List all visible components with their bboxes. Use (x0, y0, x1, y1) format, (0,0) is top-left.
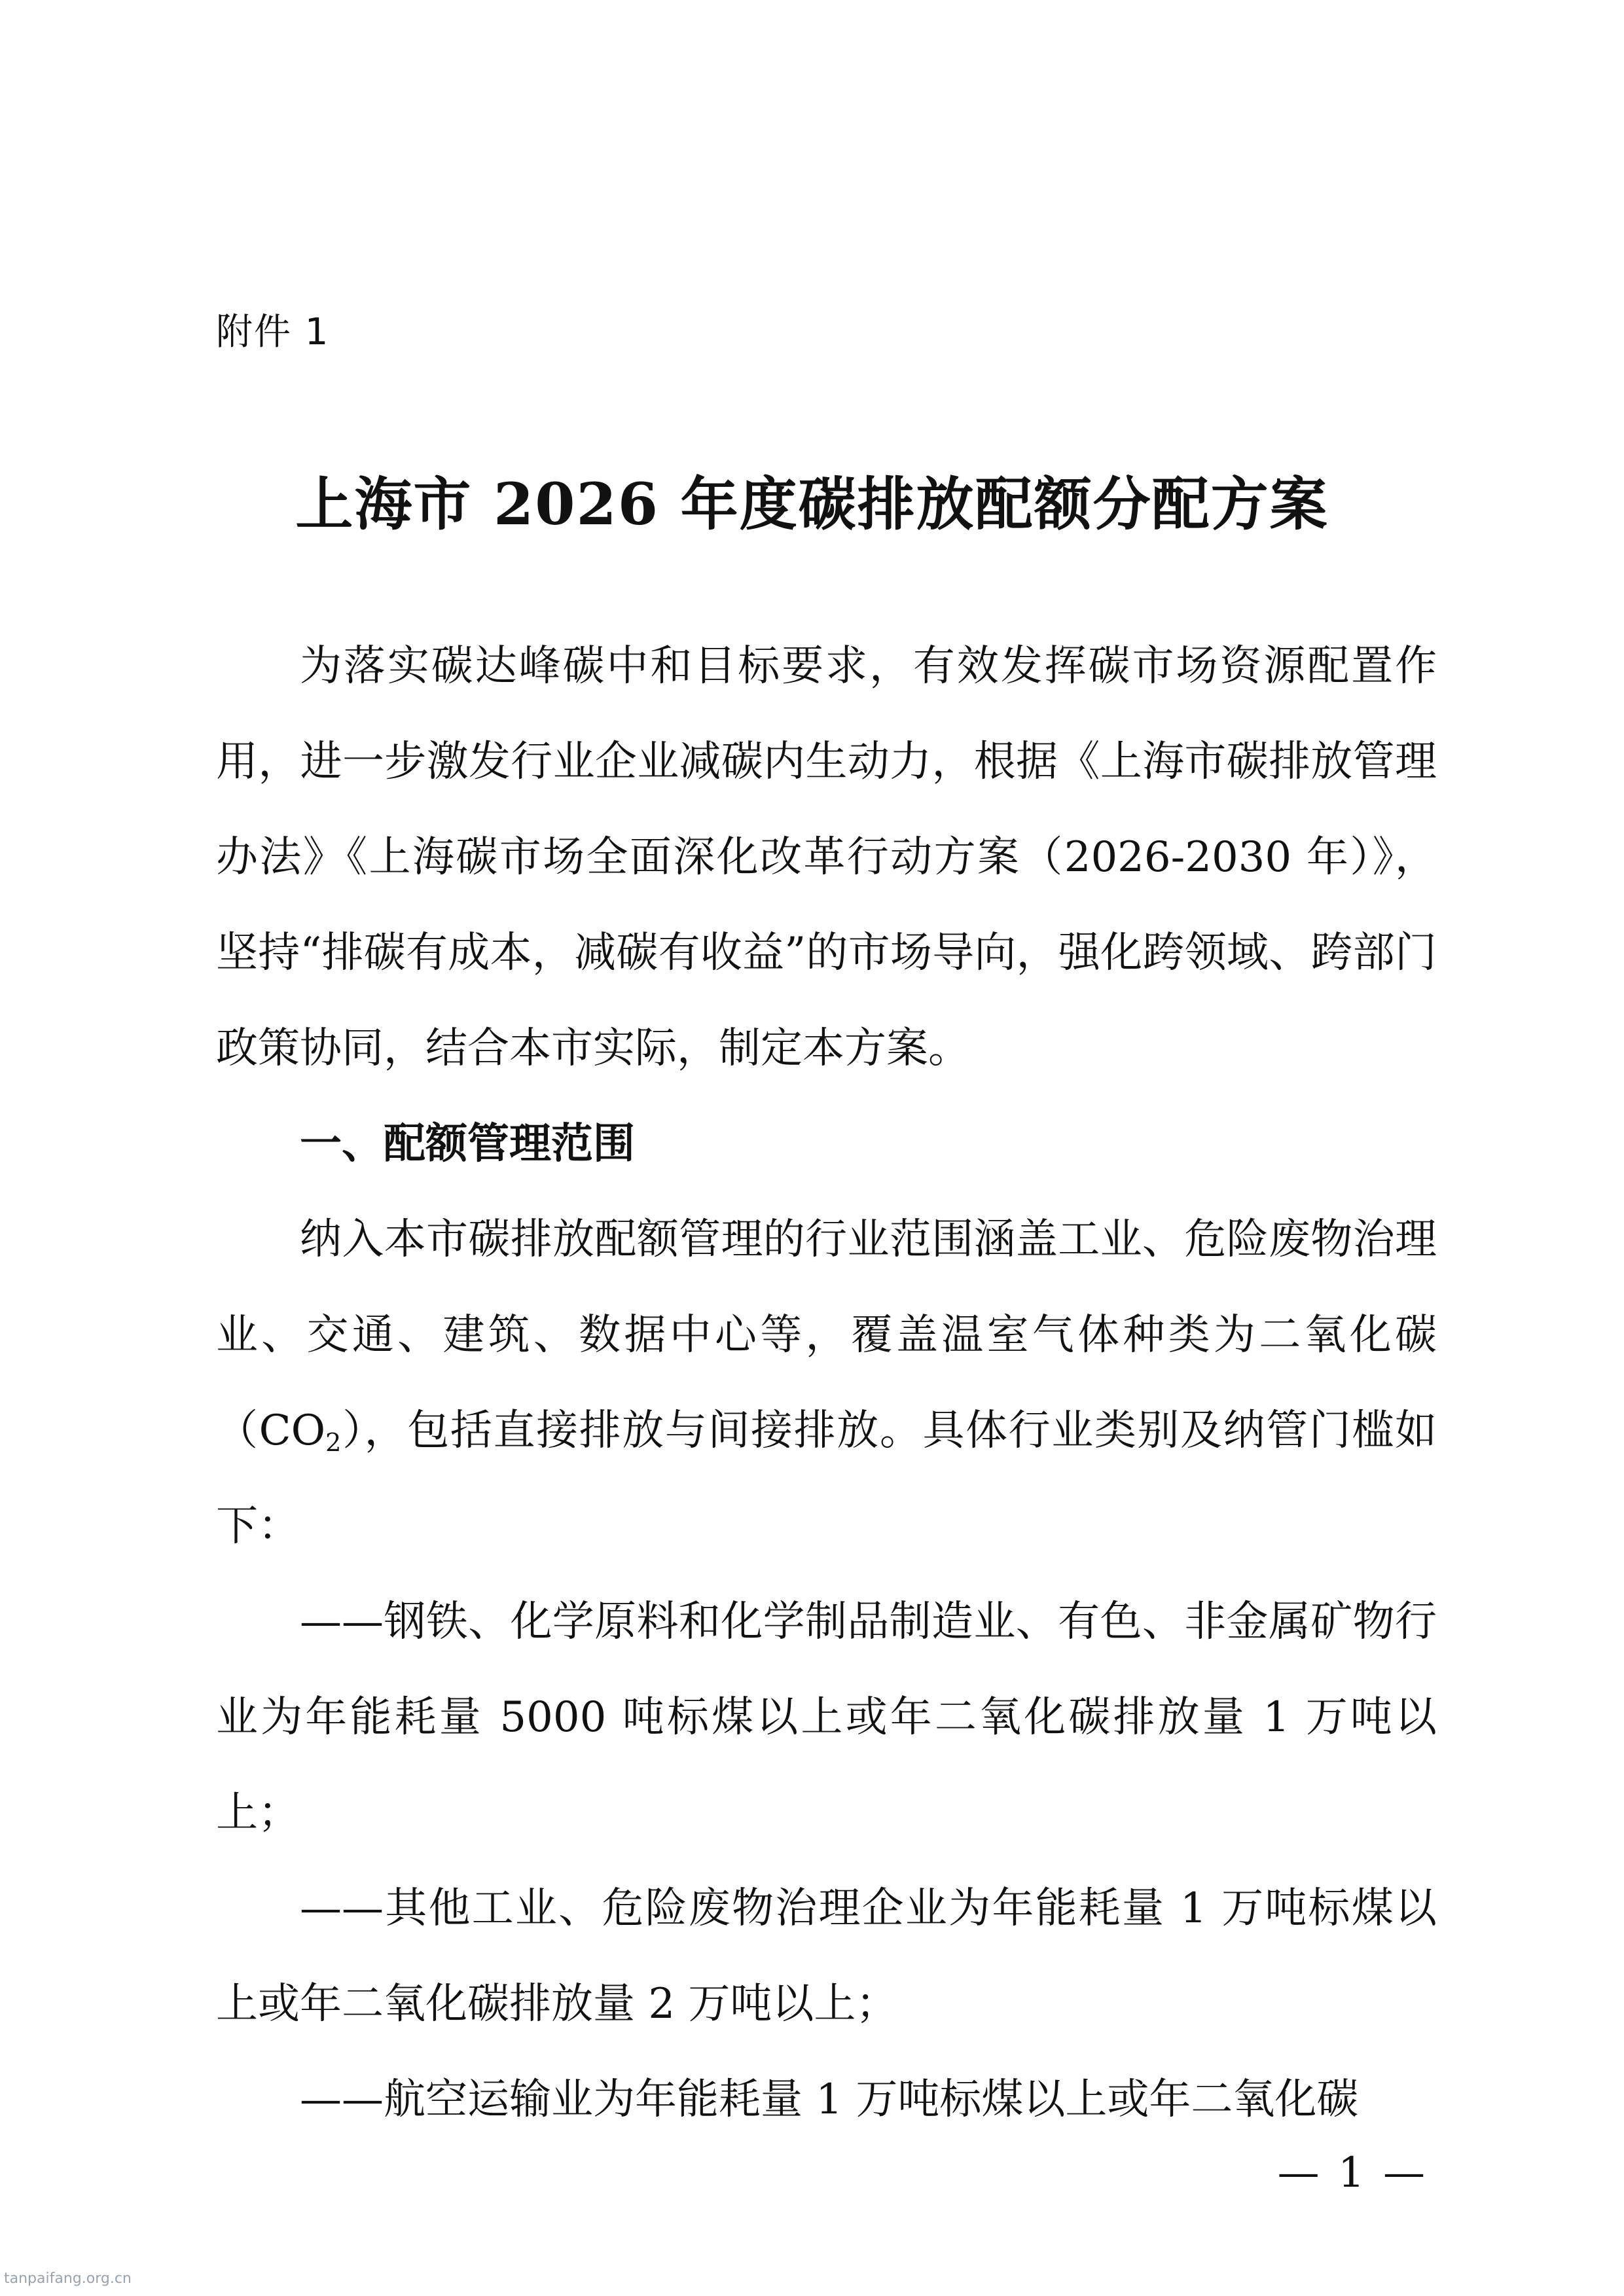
scope-paragraph (216, 1192, 1437, 1574)
list-item: ——航空运输业为年能耗量 1 万吨标煤以上或年二氧化碳 (300, 2075, 1359, 2124)
attachment-label: 附件 1 (216, 311, 330, 353)
page-number: — 1 — (1277, 2149, 1428, 2197)
watermark: tanpaifang.org.cn (4, 2270, 132, 2287)
intro-paragraph: 为落实碳达峰碳中和目标要求，有效发挥碳市场资源配置作用，进一步激发行业企业减碳内生动力，根据《上海市碳排放管理办法》《上海碳市场全面深化改革行动方案（2026-2030 年）》，坚持“排碳有成本，减碳有收益”的市场导向，强化跨领域、跨部门政策协同，结合本市实际，制定本方案。 (216, 642, 1437, 1073)
scope-text-part1: 纳入本市碳排放配额管理的行业范围涵盖工业、危险废物治理业、交通、建筑、数据中心等，覆盖温室气体种类为二氧化碳（CO (216, 1215, 1437, 1455)
co2-subscript: 2 (325, 1427, 342, 1458)
scope-text-part2: ），包括直接排放与间接排放。具体行业类别及纳管门槛如下： (216, 1407, 1437, 1551)
document-title: 上海市 2026 年度碳排放配额分配方案 (295, 470, 1329, 538)
list-item: ——其他工业、危险废物治理企业为年能耗量 1 万吨标煤以上或年二氧化碳排放量 2 万吨以上； (216, 1884, 1437, 2028)
list-item: ——钢铁、化学原料和化学制品制造业、有色、非金属矿物行业为年能耗量 5000 吨标煤以上或年二氧化碳排放量 1 万吨以上； (216, 1598, 1437, 1837)
document-body (216, 619, 1437, 2147)
section-heading: 一、配额管理范围 (300, 1120, 635, 1168)
